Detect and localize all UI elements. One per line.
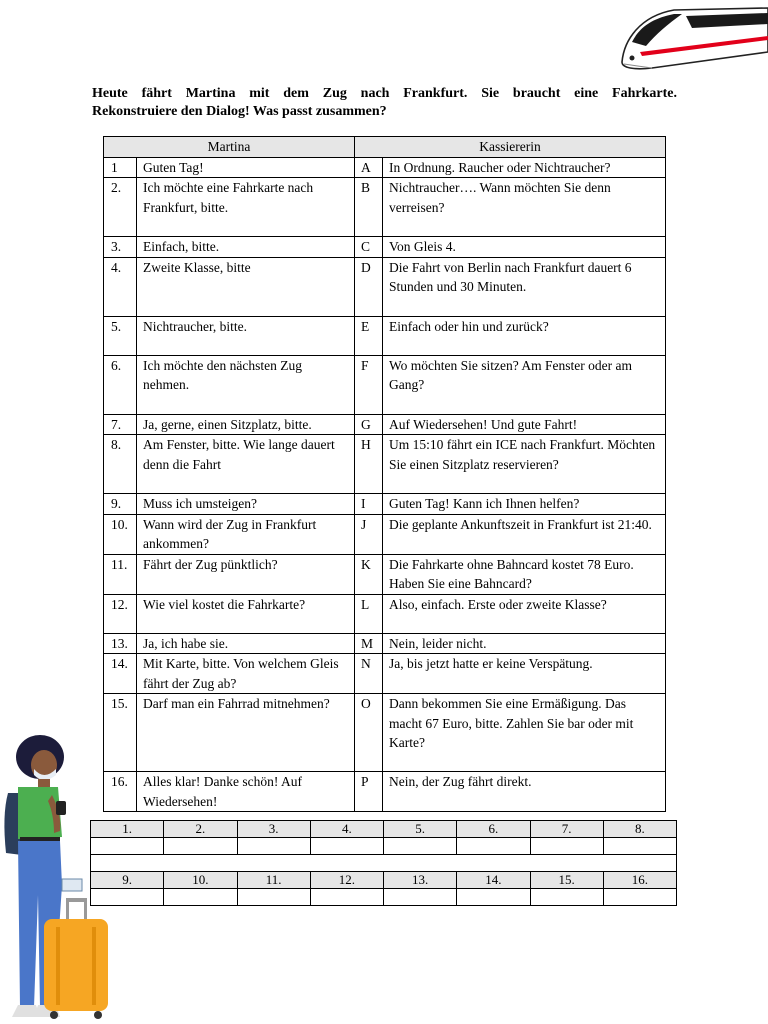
cashier-line: Also, einfach. Erste oder zweite Klasse?	[383, 594, 666, 633]
martina-number: 3.	[104, 237, 137, 258]
cashier-line: Nein, leider nicht.	[383, 633, 666, 654]
answer-grid-header-row	[91, 821, 677, 838]
cashier-letter: B	[355, 178, 383, 237]
cashier-line: Guten Tag! Kann ich Ihnen helfen?	[383, 494, 666, 515]
martina-number: 11.	[104, 554, 137, 594]
cashier-line: In Ordnung. Raucher oder Nichtraucher?	[383, 157, 666, 178]
answer-blank[interactable]	[603, 838, 676, 855]
martina-line: Muss ich umsteigen?	[137, 494, 355, 515]
cashier-line: Um 15:10 fährt ein ICE nach Frankfurt. Möchten Sie einen Sitzplatz reservieren?	[383, 435, 666, 494]
martina-line: Fährt der Zug pünktlich?	[137, 554, 355, 594]
dialog-row	[104, 355, 666, 414]
answer-number: 3.	[237, 821, 310, 838]
answer-number: 7.	[530, 821, 603, 838]
cashier-line: Auf Wiedersehen! Und gute Fahrt!	[383, 414, 666, 435]
dialog-row	[104, 316, 666, 355]
traveler-with-suitcase-icon	[0, 735, 115, 1024]
instructions-line-1: Heute fährt Martina mit dem Zug nach Frankfurt. Sie braucht eine Fahrkarte.	[92, 86, 677, 101]
martina-line: Ja, gerne, einen Sitzplatz, bitte.	[137, 414, 355, 435]
header-martina: Martina	[104, 137, 355, 158]
dialog-row	[104, 435, 666, 494]
cashier-line: Einfach oder hin und zurück?	[383, 316, 666, 355]
martina-number: 6.	[104, 355, 137, 414]
martina-line: Einfach, bitte.	[137, 237, 355, 258]
martina-number: 7.	[104, 414, 137, 435]
answer-blank[interactable]	[603, 889, 676, 906]
martina-number: 9.	[104, 494, 137, 515]
answer-number: 12.	[310, 872, 383, 889]
martina-line: Zweite Klasse, bitte	[137, 257, 355, 316]
cashier-line: Die Fahrt von Berlin nach Frankfurt dauert 6 Stunden und 30 Minuten.	[383, 257, 666, 316]
martina-number: 15.	[104, 694, 137, 772]
martina-line: Alles klar! Danke schön! Auf Wiedersehen!	[137, 772, 355, 812]
martina-number: 12.	[104, 594, 137, 633]
answer-number: 1.	[91, 821, 164, 838]
answer-number: 16.	[603, 872, 676, 889]
answer-number: 2.	[164, 821, 237, 838]
answer-grid-header-row	[91, 872, 677, 889]
answer-number: 8.	[603, 821, 676, 838]
answer-number: 5.	[384, 821, 457, 838]
martina-line: Nichtraucher, bitte.	[137, 316, 355, 355]
dialog-row	[104, 257, 666, 316]
martina-number: 5.	[104, 316, 137, 355]
answer-spacer	[91, 855, 677, 872]
dialog-row	[104, 694, 666, 772]
martina-number: 13.	[104, 633, 137, 654]
martina-line: Wie viel kostet die Fahrkarte?	[137, 594, 355, 633]
martina-line: Darf man ein Fahrrad mitnehmen?	[137, 694, 355, 772]
answer-blank[interactable]	[457, 889, 530, 906]
answer-number: 4.	[310, 821, 383, 838]
martina-number: 1	[104, 157, 137, 178]
dialog-row	[104, 633, 666, 654]
dialog-row	[104, 494, 666, 515]
answer-blank[interactable]	[310, 889, 383, 906]
martina-line: Ich möchte den nächsten Zug nehmen.	[137, 355, 355, 414]
cashier-letter: A	[355, 157, 383, 178]
answer-number: 6.	[457, 821, 530, 838]
dialog-row	[104, 772, 666, 812]
cashier-line: Dann bekommen Sie eine Ermäßigung. Das macht 67 Euro, bitte. Zahlen Sie bar oder mit Karte?	[383, 694, 666, 772]
cashier-line: Die geplante Ankunftszeit in Frankfurt ist 21:40.	[383, 514, 666, 554]
cashier-letter: P	[355, 772, 383, 812]
answer-blank[interactable]	[384, 889, 457, 906]
cashier-line: Ja, bis jetzt hatte er keine Verspätung.	[383, 654, 666, 694]
cashier-line: Nichtraucher…. Wann möchten Sie denn verreisen?	[383, 178, 666, 237]
martina-number: 14.	[104, 654, 137, 694]
cashier-letter: H	[355, 435, 383, 494]
dialog-row	[104, 414, 666, 435]
cashier-letter: J	[355, 514, 383, 554]
cashier-letter: C	[355, 237, 383, 258]
answer-blank-row	[91, 889, 677, 906]
answer-blank[interactable]	[164, 889, 237, 906]
dialog-table	[103, 136, 666, 812]
ice-train-icon	[612, 2, 768, 76]
cashier-letter: E	[355, 316, 383, 355]
answer-number: 9.	[91, 872, 164, 889]
martina-line: Ja, ich habe sie.	[137, 633, 355, 654]
answer-number: 15.	[530, 872, 603, 889]
dialog-row	[104, 178, 666, 237]
dialog-row	[104, 514, 666, 554]
instructions-line-2: Rekonstruiere den Dialog! Was passt zusammen?	[92, 104, 387, 119]
cashier-letter: D	[355, 257, 383, 316]
answer-blank[interactable]	[530, 838, 603, 855]
cashier-line: Von Gleis 4.	[383, 237, 666, 258]
answer-blank[interactable]	[237, 838, 310, 855]
dialog-row	[104, 554, 666, 594]
cashier-letter: M	[355, 633, 383, 654]
martina-number: 10.	[104, 514, 137, 554]
martina-line: Ich möchte eine Fahrkarte nach Frankfurt, bitte.	[137, 178, 355, 237]
cashier-letter: F	[355, 355, 383, 414]
answer-blank-row	[91, 838, 677, 855]
martina-number: 4.	[104, 257, 137, 316]
instructions	[92, 85, 677, 121]
martina-line: Wann wird der Zug in Frankfurt ankommen?	[137, 514, 355, 554]
answer-number: 13.	[384, 872, 457, 889]
answer-blank[interactable]	[457, 838, 530, 855]
answer-blank[interactable]	[164, 838, 237, 855]
answer-blank[interactable]	[384, 838, 457, 855]
answer-grid	[90, 820, 677, 906]
dialog-row	[104, 157, 666, 178]
answer-spacer-row	[91, 855, 677, 872]
martina-line: Guten Tag!	[137, 157, 355, 178]
martina-line: Am Fenster, bitte. Wie lange dauert denn die Fahrt	[137, 435, 355, 494]
cashier-letter: K	[355, 554, 383, 594]
martina-number: 16.	[104, 772, 137, 812]
cashier-letter: L	[355, 594, 383, 633]
cashier-line: Die Fahrkarte ohne Bahncard kostet 78 Euro. Haben Sie eine Bahncard?	[383, 554, 666, 594]
martina-number: 2.	[104, 178, 137, 237]
answer-number: 14.	[457, 872, 530, 889]
answer-number: 10.	[164, 872, 237, 889]
cashier-letter: G	[355, 414, 383, 435]
cashier-letter: O	[355, 694, 383, 772]
cashier-line: Wo möchten Sie sitzen? Am Fenster oder am Gang?	[383, 355, 666, 414]
answer-number: 11.	[237, 872, 310, 889]
dialog-row	[104, 237, 666, 258]
martina-number: 8.	[104, 435, 137, 494]
dialog-row	[104, 594, 666, 633]
martina-line: Mit Karte, bitte. Von welchem Gleis fährt der Zug ab?	[137, 654, 355, 694]
answer-blank[interactable]	[310, 838, 383, 855]
answer-blank[interactable]	[237, 889, 310, 906]
cashier-letter: N	[355, 654, 383, 694]
cashier-letter: I	[355, 494, 383, 515]
answer-blank[interactable]	[530, 889, 603, 906]
dialog-row	[104, 654, 666, 694]
header-kassiererin: Kassiererin	[355, 137, 666, 158]
cashier-line: Nein, der Zug fährt direkt.	[383, 772, 666, 812]
